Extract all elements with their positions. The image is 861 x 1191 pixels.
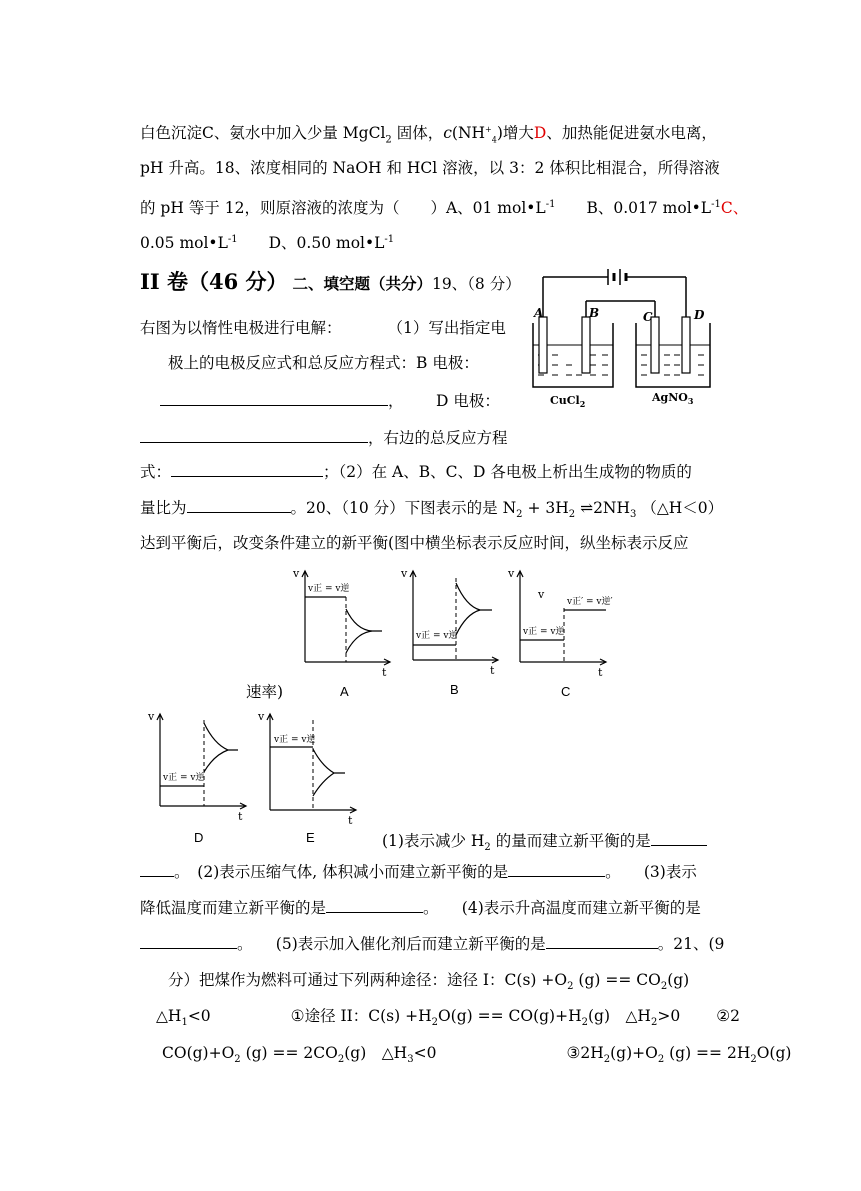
answer-blank[interactable] — [171, 462, 323, 477]
graph-label-e: E — [306, 830, 315, 845]
answer-blank[interactable] — [140, 862, 174, 877]
graph-d-forward-curve — [204, 723, 238, 750]
answer-blank[interactable] — [187, 498, 291, 513]
graph-b-t-arrow-icon — [492, 657, 498, 663]
answer-mark-c: C、 — [720, 199, 749, 218]
answer-blank[interactable] — [326, 898, 423, 913]
graph-d-reverse-curve — [204, 750, 228, 772]
cucl2-label: CuCl$_2$ — [550, 394, 586, 409]
graph-d-t-label: t — [238, 810, 243, 823]
q19-line-7: 达到平衡后，改变条件建立的新平衡(图中横坐标表示反应时间，纵坐标表示反应 — [140, 534, 689, 552]
text-line-3: 的 pH 等于 12，则原溶液的浓度为（ ）A、01 $mol•L^{-1}$ B、0.017 $mol•L^{-1}C$、 — [140, 199, 749, 218]
graph-c-top-label: v正′ = v逆′ — [567, 597, 613, 607]
graph-e-eq-label: v正 = v逆 — [274, 735, 316, 745]
graph-b-eq-label: v正 = v逆 — [416, 631, 458, 641]
graph-e-forward-curve — [313, 749, 345, 773]
graph-c-v-mark: v — [538, 588, 545, 601]
q20-line-2: 。 (2)表示压缩气体, 体积减小而建立新平衡的是 。 (3)表示 — [140, 862, 697, 882]
graph-c-v-arrow-icon — [517, 571, 523, 577]
answer-blank[interactable] — [140, 934, 237, 949]
answer-blank[interactable] — [546, 934, 658, 949]
graph-label-a: A — [340, 684, 349, 699]
q19-line-8: 速率) — [246, 683, 284, 701]
graph-a-t-label: t — [382, 666, 387, 679]
answer-blank[interactable] — [651, 831, 707, 846]
q19-line-5: 式： ；（2）在 A、B、C、D 各电极上析出生成物的物质的 — [140, 463, 692, 481]
graph-label-d: D — [194, 830, 204, 845]
graph-c-t-label: t — [598, 666, 603, 679]
q20-line-4: 。 (5)表示加入催化剂后而建立新平衡的是 。21、(9 — [140, 934, 724, 954]
answer-blank[interactable] — [140, 428, 368, 443]
electrode-d-label: D — [694, 308, 705, 322]
graph-d-t-arrow-icon — [240, 803, 246, 809]
graph-d-eq-label: v正 = v逆 — [163, 773, 205, 783]
section-heading: II 卷（46 分） 二、填空题（共分）19、（8 分） — [140, 269, 521, 294]
graph-b-reverse-curve — [456, 610, 480, 635]
electrode-a-label: A — [534, 306, 544, 320]
graph-b-v-arrow-icon — [410, 571, 416, 577]
graph-c-eq-label: v正 = v逆 — [523, 627, 565, 637]
graph-a-eq-label: v正 = v逆 — [308, 584, 350, 594]
graph-b-t-label: t — [490, 664, 495, 677]
q20-line-1: (1)表示减少 $H_2$ 的量而建立新平衡的是 — [382, 831, 707, 858]
q21-line-2: $\triangle H_1<0$ ①途径 II：$C(s) +H_2O(g) == CO(g)+H_2(g)$ $\triangle H_2>0$ ②2 — [156, 1007, 740, 1029]
answer-blank[interactable] — [508, 862, 605, 877]
graph-e-t-arrow-icon — [350, 807, 356, 813]
graph-d-v-label: v — [148, 710, 155, 723]
graph-e-t-label: t — [348, 814, 353, 827]
graph-a-reverse-curve — [346, 631, 372, 653]
graph-d-v-arrow-icon — [157, 714, 163, 720]
q21-line-3: $CO(g)+O_2$ $(g) == 2CO_2(g)$ $\triangle H_3<0$ $③2H_2(g)+O_2$ $(g) == 2H_2O(g)$ — [162, 1044, 792, 1066]
q20-line-3: 降低温度而建立新平衡的是 。 (4)表示升高温度而建立新平衡的是 — [140, 899, 701, 917]
text-line-1: 白色沉淀C、氨水中加入少量 MgCl$_2$ 固体，$c(NH^+_4)$增大D、加热能促进氨水电离， — [140, 124, 717, 146]
graph-e-reverse-curve — [313, 773, 334, 796]
electrolysis-diagram — [528, 265, 728, 410]
q19-line-1: 右图为以惰性电极进行电解： （1）写出指定电 — [140, 319, 506, 337]
equilibrium-arrow-icon: ⇌ — [580, 499, 594, 517]
section-title: II 卷（46 分） — [140, 269, 288, 294]
answer-blank[interactable] — [160, 391, 388, 406]
electrode-b-label: B — [589, 306, 600, 320]
q19-line-6: 量比为 。20、（10 分）下图表示的是 $N_2 + 3H_2$ $\rightleftharpoons 2NH_3$ （△H＜0） — [140, 499, 724, 521]
graph-b-forward-curve — [456, 583, 492, 610]
graph-label-b: B — [450, 682, 459, 697]
agno3-label: AgNO$_3$ — [652, 391, 694, 406]
graph-label-c: C — [561, 684, 571, 699]
electrode-c-label: C — [643, 310, 653, 324]
q19-line-4: ，右边的总反应方程 — [140, 428, 508, 448]
q19-line-3: ， D 电极： — [160, 391, 500, 411]
graph-e-v-arrow-icon — [267, 714, 273, 720]
graph-a-t-arrow-icon — [384, 659, 390, 665]
q19-line-2: 极上的电极反应式和总反应方程式：B 电极： — [168, 354, 479, 372]
text-line-4: 0.05 $mol•L^{-1}$ D、0.50 $mol•L^{-1}$ — [140, 234, 395, 253]
graph-c-t-arrow-icon — [600, 659, 606, 665]
text-line-2: pH 升高。18、浓度相同的 NaOH 和 HCl 溶液，以 3：2 体积比相混合，所得溶液 — [140, 159, 720, 177]
graph-a-v-label: v — [293, 567, 300, 580]
graph-b-v-label: v — [401, 567, 408, 580]
graph-e-v-label: v — [258, 710, 265, 723]
answer-mark-d: D — [533, 124, 547, 143]
graph-a-forward-curve — [346, 609, 382, 631]
q21-line-1: 分）把煤作为燃料可通过下列两种途径：途径 I：$C(s) +O_2$ $(g) == CO_2(g)$ — [168, 971, 690, 993]
graph-a-v-arrow-icon — [302, 571, 308, 577]
graph-c-v-label: v — [508, 567, 515, 580]
